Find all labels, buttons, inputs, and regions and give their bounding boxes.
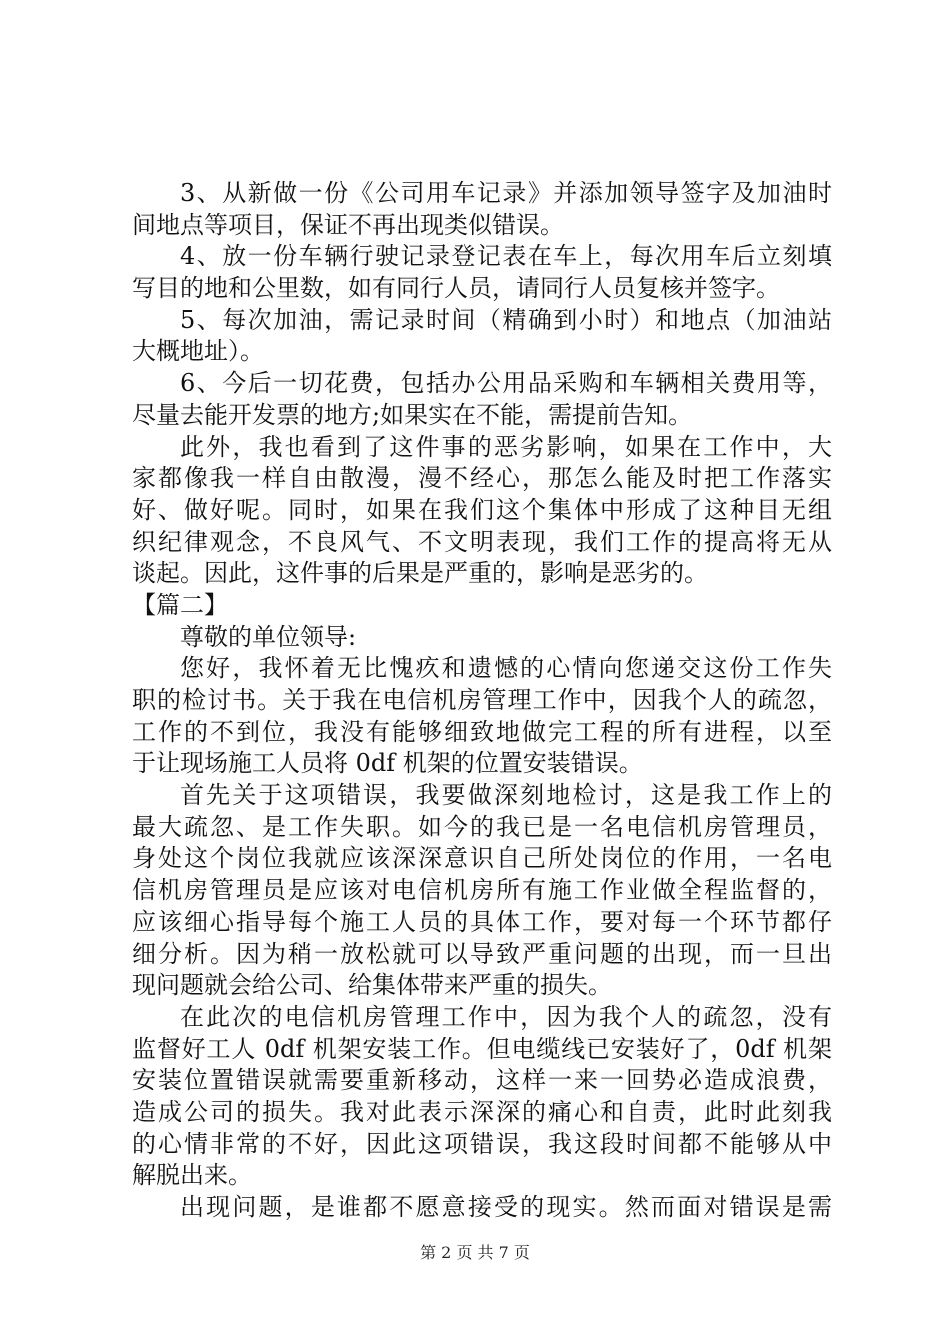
text-line: 此外，我也看到了这件事的恶劣影响，如果在工作中，大	[180, 432, 832, 461]
document-body	[132, 178, 832, 1224]
text-line: 最大疏忽、是工作失职。如今的我已是一名电信机房管理员，	[132, 812, 832, 841]
text-line: 4、放一份车辆行驶记录登记表在车上，每次用车后立刻填	[180, 242, 832, 271]
text-line: 尽量去能开发票的地方;如果实在不能，需提前告知。	[132, 400, 693, 429]
text-line: 【篇二】	[132, 590, 228, 619]
text-line: 家都像我一样自由散漫，漫不经心，那怎么能及时把工作落实	[132, 464, 832, 493]
text-line: 应该细心指导每个施工人员的具体工作，要对每一个环节都仔	[132, 907, 832, 936]
text-line: 出现问题，是谁都不愿意接受的现实。然而面对错误是需	[180, 1193, 832, 1221]
text-line: 织纪律观念，不良风气、不文明表现，我们工作的提高将无从	[132, 527, 832, 556]
text-line: 信机房管理员是应该对电信机房所有施工作业做全程监督的，	[132, 876, 832, 905]
page-footer: 第 2 页 共 7 页	[420, 1243, 530, 1262]
text-line: 现问题就会给公司、给集体带来严重的损失。	[132, 971, 612, 1000]
text-line: 造成公司的损失。我对此表示深深的痛心和自责，此时此刻我	[132, 1097, 832, 1126]
text-line: 大概地址）。	[132, 337, 264, 366]
text-line: 的心情非常的不好，因此这项错误，我这段时间都不能够从中	[132, 1129, 832, 1158]
text-line: 于让现场施工人员将 0df 机架的位置安装错误。	[132, 749, 643, 778]
text-line: 监督好工人 0df 机架安装工作。但电缆线已安装好了，0df 机架	[132, 1034, 832, 1063]
text-line: 工作的不到位，我没有能够细致地做完工程的所有进程，以至	[132, 717, 832, 746]
text-line: 首先关于这项错误，我要做深刻地检讨，这是我工作上的	[180, 781, 832, 810]
text-line: 身处这个岗位我就应该深深意识自己所处岗位的作用，一名电	[132, 844, 832, 873]
text-line: 细分析。因为稍一放松就可以导致严重问题的出现，而一旦出	[132, 939, 832, 968]
text-line: 尊敬的单位领导:	[180, 622, 357, 651]
text-line: 5、每次加油，需记录时间（精确到小时）和地点（加油站	[180, 305, 832, 334]
text-line: 解脱出来。	[132, 1161, 252, 1190]
text-line: 3、从新做一份《公司用车记录》并添加领导签字及加油时	[180, 179, 832, 207]
text-line: 谈起。因此，这件事的后果是严重的，影响是恶劣的。	[132, 559, 708, 588]
text-line: 写目的地和公里数，如有同行人员，请同行人员复核并签字。	[132, 274, 780, 303]
text-line: 职的检讨书。关于我在电信机房管理工作中，因我个人的疏忽，	[132, 686, 832, 714]
text-line: 您好，我怀着无比愧疚和遗憾的心情向您递交这份工作失	[180, 654, 832, 683]
text-line: 6、今后一切花费，包括办公用品采购和车辆相关费用等，	[180, 369, 832, 398]
text-line: 安装位置错误就需要重新移动，这样一来一回势必造成浪费，	[132, 1066, 832, 1095]
text-line: 间地点等项目，保证不再出现类似错误。	[132, 210, 564, 239]
text-line: 在此次的电信机房管理工作中，因为我个人的疏忽，没有	[180, 1002, 832, 1031]
text-line: 好、做好呢。同时，如果在我们这个集体中形成了这种目无组	[132, 495, 832, 524]
